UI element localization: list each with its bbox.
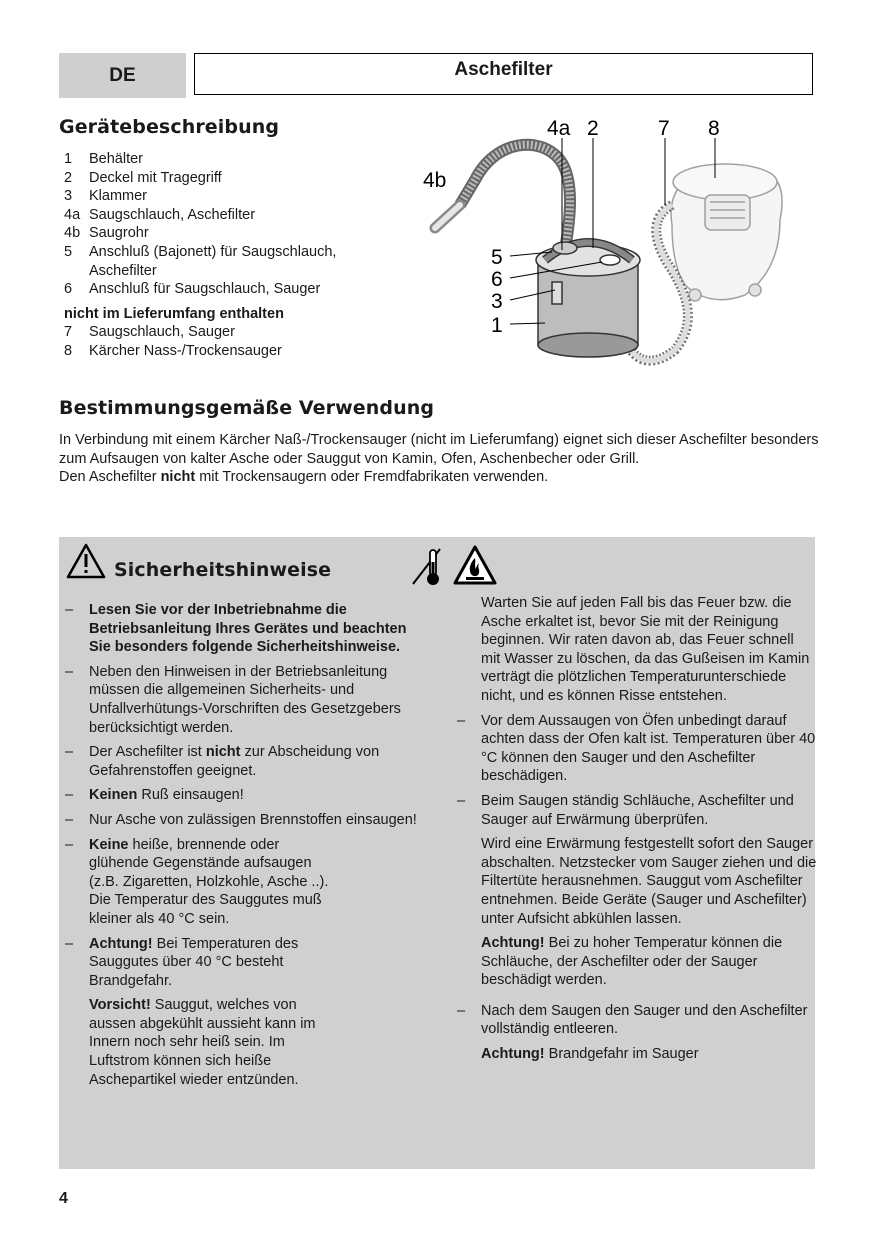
label-2: 2 [587,117,599,140]
part-number [64,262,89,281]
safety-note [481,792,817,996]
list-item [451,792,817,996]
list-item [59,743,424,780]
text-run: Ruß einsaugen! [137,787,244,804]
label-6: 6 [491,268,503,291]
dash-bullet: – [65,811,74,828]
page-number: 4 [59,1190,68,1207]
usage-paragraph: In Verbindung mit einem Kärcher Naß-/Trockensauger (nicht im Lieferumfang) eignet sich dieser Aschefilter besonders zum Aufsaugen von kalter Asche oder Sauggut von Kamin, Ofen, Aschenbecher oder Grill. [59,432,819,467]
part-label: Kärcher Nass-/Trockensauger [89,342,282,359]
emphasis: Keine [89,836,129,853]
continued-note [451,594,817,706]
label-5: 5 [491,246,503,269]
list-item [59,601,424,657]
hose-4a-drawing [460,145,570,250]
label-7: 7 [658,117,670,140]
vacuum-cleaner-drawing [671,164,782,301]
safety-note [89,836,424,929]
container-drawing [536,242,640,357]
text-run: Bei Temperaturen des Sauggutes über 40 °C besteht Brandgefahr. [89,935,299,989]
safety-paragraph [89,935,334,991]
safety-paragraph: Warten Sie auf jeden Fall bis das Feuer bzw. die Asche erkaltet ist, bevor Sie mit der Reinigung beginnen. Wir raten davon ab, das Feuer schnell mit Wasser zu löschen, da das Gußeisen im Kamin verträgt die plötzlichen Temperaturunterschiede nicht, und es können Risse entstehen. [481,595,810,704]
dash-bullet: – [65,744,74,761]
part-label: Aschefilter [89,262,157,279]
part-number: 3 [64,188,73,205]
part-number: 2 [64,169,73,186]
list-item [64,187,336,206]
page-title-box [194,53,813,95]
safety-note: Neben den Hinweisen in der Betriebsanleitung müssen die allgemeinen Sicherheits- und Unfallverhütungs-Vorschriften des Gesetzgebers berücksichtigt werden. [89,663,401,736]
emphasis: Achtung! [481,935,545,952]
safety-paragraph: Nach dem Saugen den Sauger und den Aschefilter vollständig entleeren. [481,1002,808,1038]
part-label: Anschluß für Saugschlauch, Sauger [89,281,321,298]
list-item [64,206,336,225]
safety-note [89,786,424,805]
device-illustration [410,110,790,390]
list-item [64,342,336,361]
part-label: Saugschlauch, Sauger [89,324,235,341]
list-item [451,1002,817,1070]
part-number: 1 [64,151,73,167]
emphasis: Achtung! [89,935,153,952]
list-item [59,811,424,830]
emphasis: Keinen [89,787,138,804]
dash-bullet: – [457,1002,466,1019]
label-8: 8 [708,117,720,140]
part-number: 4a [64,206,81,223]
thermometer-icon [410,546,448,588]
label-4b: 4b [423,169,447,192]
list-item [59,935,424,1096]
text-run: heiße, brennende oder glühende Gegenstände aufsaugen (z.B. Zigaretten, Holzkohle, Asche ..). Die Temperatur des Sauggutes muß kleiner als 40 °C sein. [89,836,329,927]
list-item [59,786,424,805]
part-label: Deckel mit Tragegriff [89,169,222,186]
safety-note [89,743,424,780]
safety-note: Vor dem Aussaugen von Öfen unbedingt darauf achten dass der Ofen kalt ist. Temperaturen über 40 °C können den Sauger und den Aschefilter beschädigen. [481,712,816,785]
list-item [59,836,424,929]
list-item [64,323,336,342]
text-run: Brandgefahr im Sauger [544,1046,699,1063]
part-label: Anschluß (Bajonett) für Saugschlauch, [89,243,337,260]
dash-bullet: – [65,836,74,853]
emphasis: nicht [160,469,196,486]
safety-right-column [451,594,817,1076]
list-item [64,262,336,281]
label-4a: 4a [547,117,571,140]
list-item [64,150,336,169]
parts-list [64,150,336,361]
dash-bullet: – [65,935,74,952]
safety-paragraph [481,1045,817,1064]
part-number: 7 [64,324,73,341]
part-label: Saugrohr [89,225,149,242]
label-1: 1 [491,314,503,337]
text-run: Den Aschefilter [59,469,161,486]
safety-paragraph [89,996,334,1089]
list-item [64,243,336,262]
list-item [451,712,817,786]
part-number: 4b [64,225,81,242]
safety-heading: Sicherheitshinweise [114,559,332,581]
safety-note [89,935,424,1096]
part-number: 6 [64,281,73,298]
part-label: Saugschlauch, Aschefilter [89,206,256,223]
dash-bullet: – [457,712,466,729]
part-number: 5 [64,243,73,260]
not-included-heading: nicht im Lieferumfang enthalten [64,305,284,322]
page-title: Aschefilter [454,59,553,80]
safety-paragraph: Beim Saugen ständig Schläuche, Aschefilter und Sauger auf Erwärmung überprüfen. [481,792,794,828]
list-item [64,169,336,188]
emphasis: Vorsicht! [89,997,151,1014]
dash-bullet: – [457,792,466,809]
text-run: mit Trockensaugern oder Fremdfabrikaten verwenden. [195,469,549,486]
device-heading: Gerätebeschreibung [59,116,280,138]
usage-heading: Bestimmungsgemäße Verwendung [59,397,435,419]
safety-left-column [59,601,424,1101]
part-label: Behälter [89,151,144,167]
emphasis: Achtung! [481,1046,545,1063]
dash-bullet: – [65,663,74,680]
list-item [64,224,336,243]
usage-paragraph-2 [59,468,819,487]
fire-hazard-icon [452,544,498,586]
safety-note: Nur Asche von zulässigen Brennstoffen einsaugen! [89,811,417,828]
pipe-4b-highlight [435,205,460,228]
text-run: Der Aschefilter ist [89,744,206,761]
label-3: 3 [491,290,503,313]
text-run: Bei zu hoher Temperatur können die Schläuche, der Aschefilter oder der Sauger beschädigt werden. [481,935,783,989]
text-run: Sauggut, welches von aussen abgekühlt aussieht kann im Innern noch sehr heiß sein. Im Luftstrom können sich heiße Aschepartikel wieder entzünden. [89,997,316,1088]
safety-note: Lesen Sie vor der Inbetriebnahme die Betriebsanleitung Ihres Gerätes und beachten Sie besonders folgende Sicherheitshinweise. [89,602,407,656]
warning-icon [66,543,106,579]
emphasis: nicht [205,744,241,761]
language-code: DE [109,64,136,86]
language-tab [59,53,186,98]
safety-paragraph [481,934,817,990]
safety-paragraph: Wird eine Erwärmung festgestellt sofort den Sauger abschalten. Netzstecker vom Sauger ziehen und die Filtertüte herausnehmen. Sauggut vom Aschefilter entnehmen. Beide Geräte (Sauger und Aschefilter) unter Aufsicht abkühlen lassen. [481,836,817,927]
safety-note [481,1002,817,1070]
dash-bullet: – [65,787,74,804]
part-number: 8 [64,342,73,359]
list-item [64,280,336,299]
part-label: Klammer [89,188,148,205]
usage-text [59,431,819,487]
list-item [59,663,424,737]
dash-bullet: – [65,602,74,618]
text-run: zur Abscheidung von Gefahrenstoffen geeignet. [89,744,380,779]
